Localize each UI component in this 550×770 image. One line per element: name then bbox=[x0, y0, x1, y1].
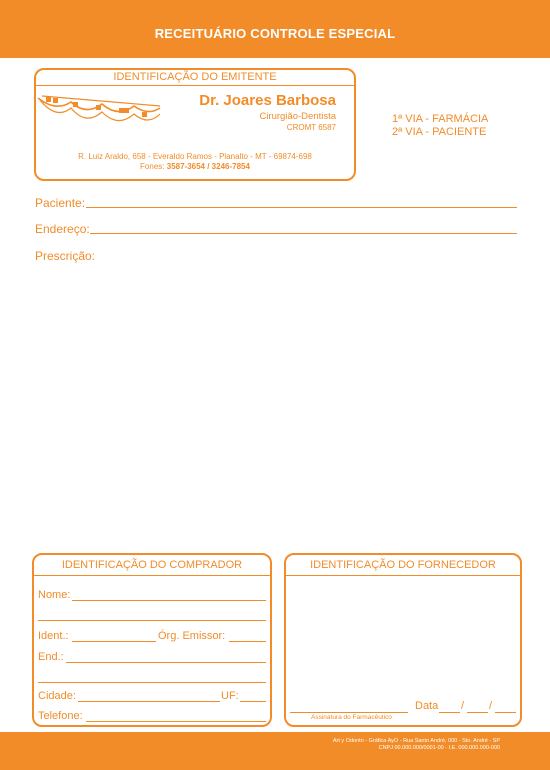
supplier-box bbox=[284, 553, 522, 727]
buyer-name-label: Nome: bbox=[38, 589, 71, 601]
footer-line-1: Art y Odonto - Gráfica AyO - Rua Santo André, 000 - Sto. André - SP bbox=[332, 738, 500, 744]
issuer-box bbox=[34, 68, 356, 181]
pharmacist-signature-label: Assinatura do Farmacêutico bbox=[311, 714, 392, 721]
patient-label: Paciente: bbox=[35, 196, 86, 210]
issuer-phones-label: Fones: bbox=[140, 162, 165, 171]
date-day-field[interactable] bbox=[439, 712, 460, 713]
issuer-profession: Cirurgião-Dentista bbox=[259, 111, 336, 122]
buyer-state-field[interactable] bbox=[240, 701, 266, 702]
prescription-area[interactable] bbox=[35, 265, 517, 545]
buyer-city-field[interactable] bbox=[78, 701, 220, 702]
buyer-phone-field[interactable] bbox=[86, 721, 266, 722]
buyer-name-field-2[interactable] bbox=[38, 620, 266, 621]
buyer-address-label: End.: bbox=[38, 651, 64, 663]
address-label: Endereço: bbox=[35, 222, 90, 236]
address-field[interactable] bbox=[90, 233, 517, 234]
prescription-label: Prescrição: bbox=[35, 249, 96, 263]
issuer-phones-numbers: 3587-3654 / 3246-7854 bbox=[166, 162, 250, 171]
date-sep-2: / bbox=[489, 700, 493, 712]
buyer-issuer-org-field[interactable] bbox=[229, 641, 266, 642]
buyer-phone-label: Telefone: bbox=[38, 710, 83, 722]
issuer-title-divider bbox=[36, 85, 354, 86]
braces-teeth-icon bbox=[36, 90, 166, 130]
issuer-section-title: IDENTIFICAÇÃO DO EMITENTE bbox=[113, 71, 277, 83]
buyer-address-field[interactable] bbox=[66, 662, 266, 663]
buyer-issuer-org-label: Órg. Emissor: bbox=[158, 630, 226, 642]
buyer-name-field[interactable] bbox=[72, 600, 266, 601]
copy-first: 1ª VIA - FARMÁCIA bbox=[392, 113, 489, 125]
page-title: RECEITUÁRIO CONTROLE ESPECIAL bbox=[154, 26, 396, 41]
buyer-section-title: IDENTIFICAÇÃO DO COMPRADOR bbox=[61, 559, 243, 571]
footer-line-2: CNPJ 00.000.000/0001-00 - I.E. 000.000.000-000 bbox=[378, 745, 500, 751]
buyer-id-field[interactable] bbox=[72, 641, 156, 642]
date-sep-1: / bbox=[461, 700, 465, 712]
buyer-address-field-2[interactable] bbox=[38, 682, 266, 683]
buyer-id-label: Ident.: bbox=[38, 630, 69, 642]
date-month-field[interactable] bbox=[467, 712, 488, 713]
issuer-phones bbox=[36, 162, 354, 171]
buyer-city-label: Cidade: bbox=[38, 690, 76, 702]
buyer-state-label: UF: bbox=[221, 690, 239, 702]
date-year-field[interactable] bbox=[495, 712, 516, 713]
buyer-title-divider bbox=[34, 575, 270, 576]
pharmacist-signature-field[interactable] bbox=[290, 712, 408, 713]
supplier-title-divider bbox=[286, 575, 520, 576]
issuer-registry: CROMT 6587 bbox=[286, 123, 336, 132]
patient-field[interactable] bbox=[86, 207, 517, 208]
copy-second: 2ª VIA - PACIENTE bbox=[392, 126, 487, 138]
supplier-section-title: IDENTIFICAÇÃO DO FORNECEDOR bbox=[310, 559, 496, 571]
issuer-address: R. Luiz Araldo, 658 - Everaldo Ramos - Planalto - MT - 69874-698 bbox=[78, 152, 312, 161]
date-label: Data bbox=[415, 700, 439, 712]
issuer-name: Dr. Joares Barbosa bbox=[199, 92, 336, 109]
